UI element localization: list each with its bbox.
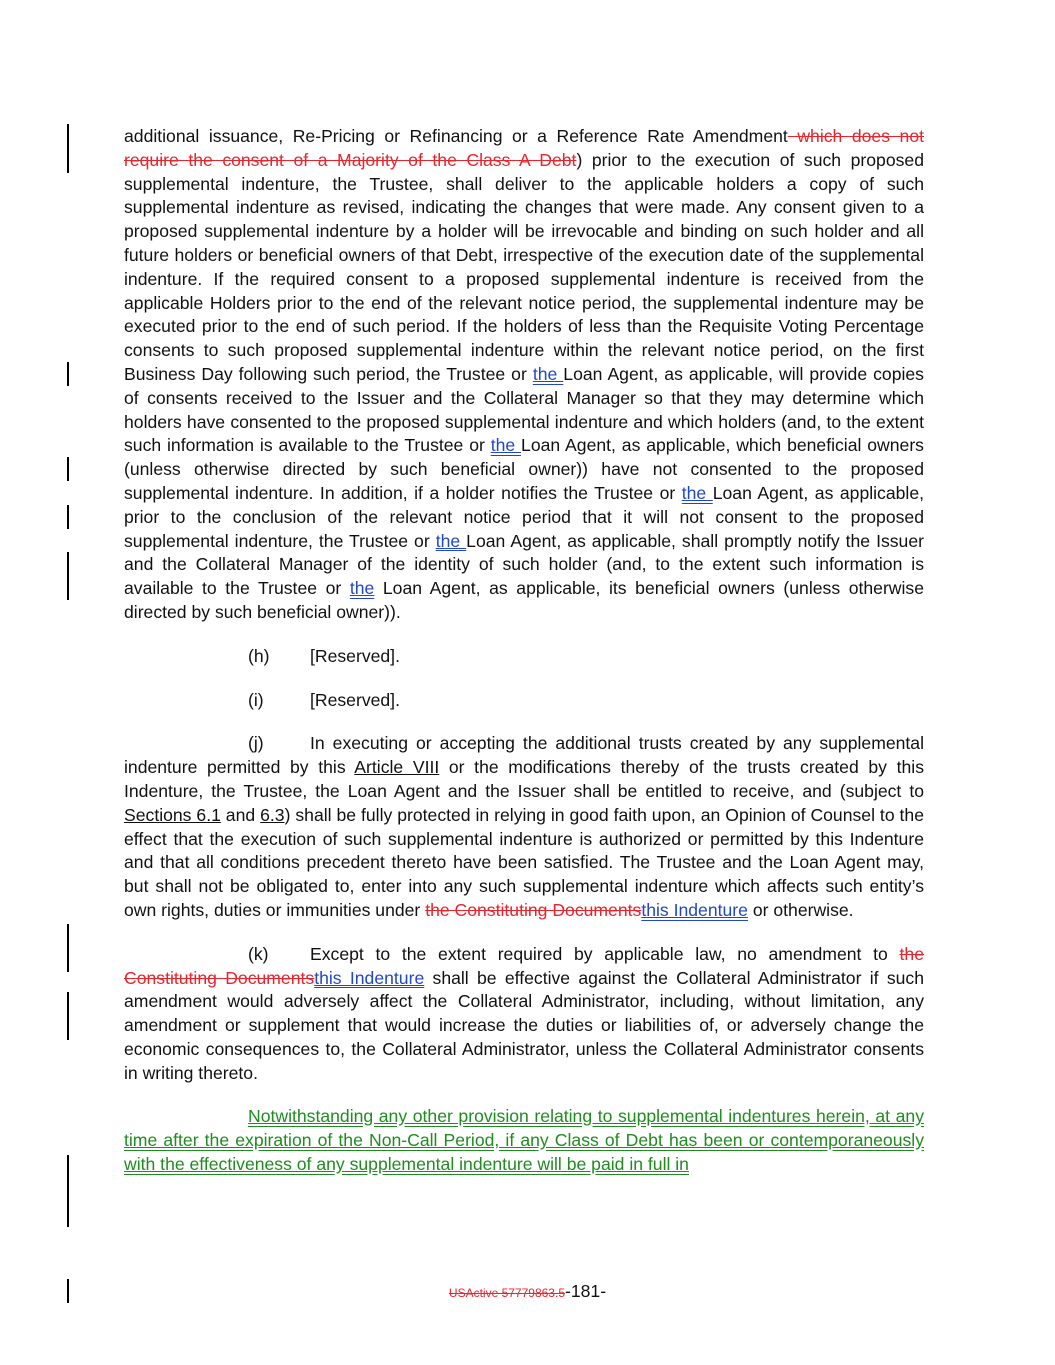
page-number: -181- (565, 1281, 607, 1301)
clause-j (124, 732, 924, 922)
document-body (124, 125, 924, 1177)
deleted-text: which does not require the consent of a Majority of the Class A Debt (124, 126, 924, 170)
text-run: shall be effective against the Collateral Administrator if such amendment would adversely affect the Collateral Administrator, including, without limitation, any amendment or supplement that would increase the duties or liabilities of, or adversely change the economic consequences to, the Collateral Administrator, unless the Collateral Administrator consents in writing thereto. (124, 967, 925, 1083)
change-bar (67, 992, 69, 1040)
inserted-text: the (681, 482, 713, 503)
clause-label: (k) (248, 943, 269, 964)
text-run: or otherwise. (747, 899, 854, 920)
clause-text: [Reserved]. (310, 645, 400, 666)
cross-reference: Article VIII (354, 757, 440, 778)
inserted-text: the (349, 578, 375, 599)
text-run: Loan Agent, as applicable, prior to the conclusion of the relevant notice period that it will not consent to the proposed supplemental indenture, the Trustee or (124, 482, 925, 551)
inserted-text: this Indenture (314, 967, 425, 988)
change-bar (67, 124, 69, 173)
page-footer (0, 1281, 1055, 1302)
text-run: Loan Agent, as applicable, shall promptly notify the Issuer and the Collateral Manager of the identity of such holder (and, to the extent such information is available to the Trustee or (124, 530, 924, 599)
clause-label: (i) (248, 689, 264, 710)
text-run: Loan Agent, as applicable, will provide copies of consents received to the Issuer and the Collateral Manager so that they may determine which holders have consented to the proposed supplemental indenture and which holders (and, to the extent such information is available to the Trustee or (124, 363, 924, 456)
cross-reference: Sections 6.1 (124, 804, 221, 825)
text-run: Except to the extent required by applicable law, no amendment to (310, 943, 900, 964)
inserted-text: this Indenture (641, 899, 748, 920)
text-run: ) shall be fully protected in relying in good faith upon, an Opinion of Counsel to the effect that the execution of such supplemental indenture is authorized or permitted by this Indenture and that all conditions precedent thereto have been satisfied. The Trustee and the Loan Agent may, but shall not be obligated to, enter into any such supplemental indenture which affects such entity’s own rights, duties or immunities under (124, 804, 924, 920)
paragraph-continuation (124, 125, 924, 625)
text-run: additional issuance, Re-Pricing or Refinancing or a Reference Rate Amendment (124, 126, 788, 146)
change-bar (67, 552, 69, 600)
inserted-text: the (435, 530, 467, 551)
text-run: or the modifications thereby of the trusts created by this Indenture, the Trustee, the Loan Agent and the Issuer shall be entitled to receive, and (subject to (124, 757, 924, 801)
clause-h (124, 645, 924, 669)
inserted-text: Notwithstanding any other provision relating to supplemental indentures herein, at any time after the expiration of the Non-Call Period, if any Class of Debt has been or contemporaneously with the effectiveness of any supplemental indenture will be paid in full in (124, 1106, 924, 1175)
change-bar (67, 924, 69, 972)
text-run: Loan Agent, as applicable, which beneficial owners (unless otherwise directed by such beneficial owner)) have not consented to the proposed supplemental indenture. In addition, if a holder notifies the Trustee or (124, 435, 924, 503)
inserted-text: the (532, 363, 564, 384)
deleted-text: the Constituting Documents (425, 899, 642, 920)
text-run: and (220, 804, 261, 825)
text-run: In executing or accepting the additional trusts created by any supplemental indenture permitted by this (124, 733, 924, 778)
cross-reference: 6.3 (260, 804, 285, 825)
change-bar (67, 362, 69, 386)
inserted-text: the (490, 435, 522, 456)
clause-i (124, 689, 924, 713)
change-bar (67, 505, 69, 529)
document-id: USActive 57779863.5 (448, 1286, 565, 1300)
text-run: Loan Agent, as applicable, its beneficial owners (unless otherwise directed by such beneficial owner)). (124, 578, 924, 622)
clause-k (124, 943, 924, 1086)
change-bar (67, 1155, 69, 1227)
clause-label: (h) (248, 645, 270, 666)
clause-text: [Reserved]. (310, 689, 400, 710)
text-run: ) prior to the execution of such proposed supplemental indenture, the Trustee, shall deliver to the applicable holders a copy of such supplemental indenture as revised, indicating the changes that were made. Any consent given to a proposed supplemental indenture by a holder will be irrevocable and binding on such holder and all future holders or beneficial owners of that Debt, irrespective of the execution date of the supplemental indenture. If the required consent to a proposed supplemental indenture is received from the applicable Holders prior to the end of the relevant notice period, the supplemental indenture may be executed prior to the end of such period. If the holders of less than the Requisite Voting Percentage consents to such proposed supplemental indenture within the relevant notice period, on the first Business Day following such period, the Trustee or (124, 149, 924, 384)
inserted-paragraph (124, 1105, 924, 1176)
change-bar (67, 457, 69, 481)
deleted-text: the Constituting Documents (124, 943, 924, 988)
clause-label: (j) (248, 733, 264, 754)
